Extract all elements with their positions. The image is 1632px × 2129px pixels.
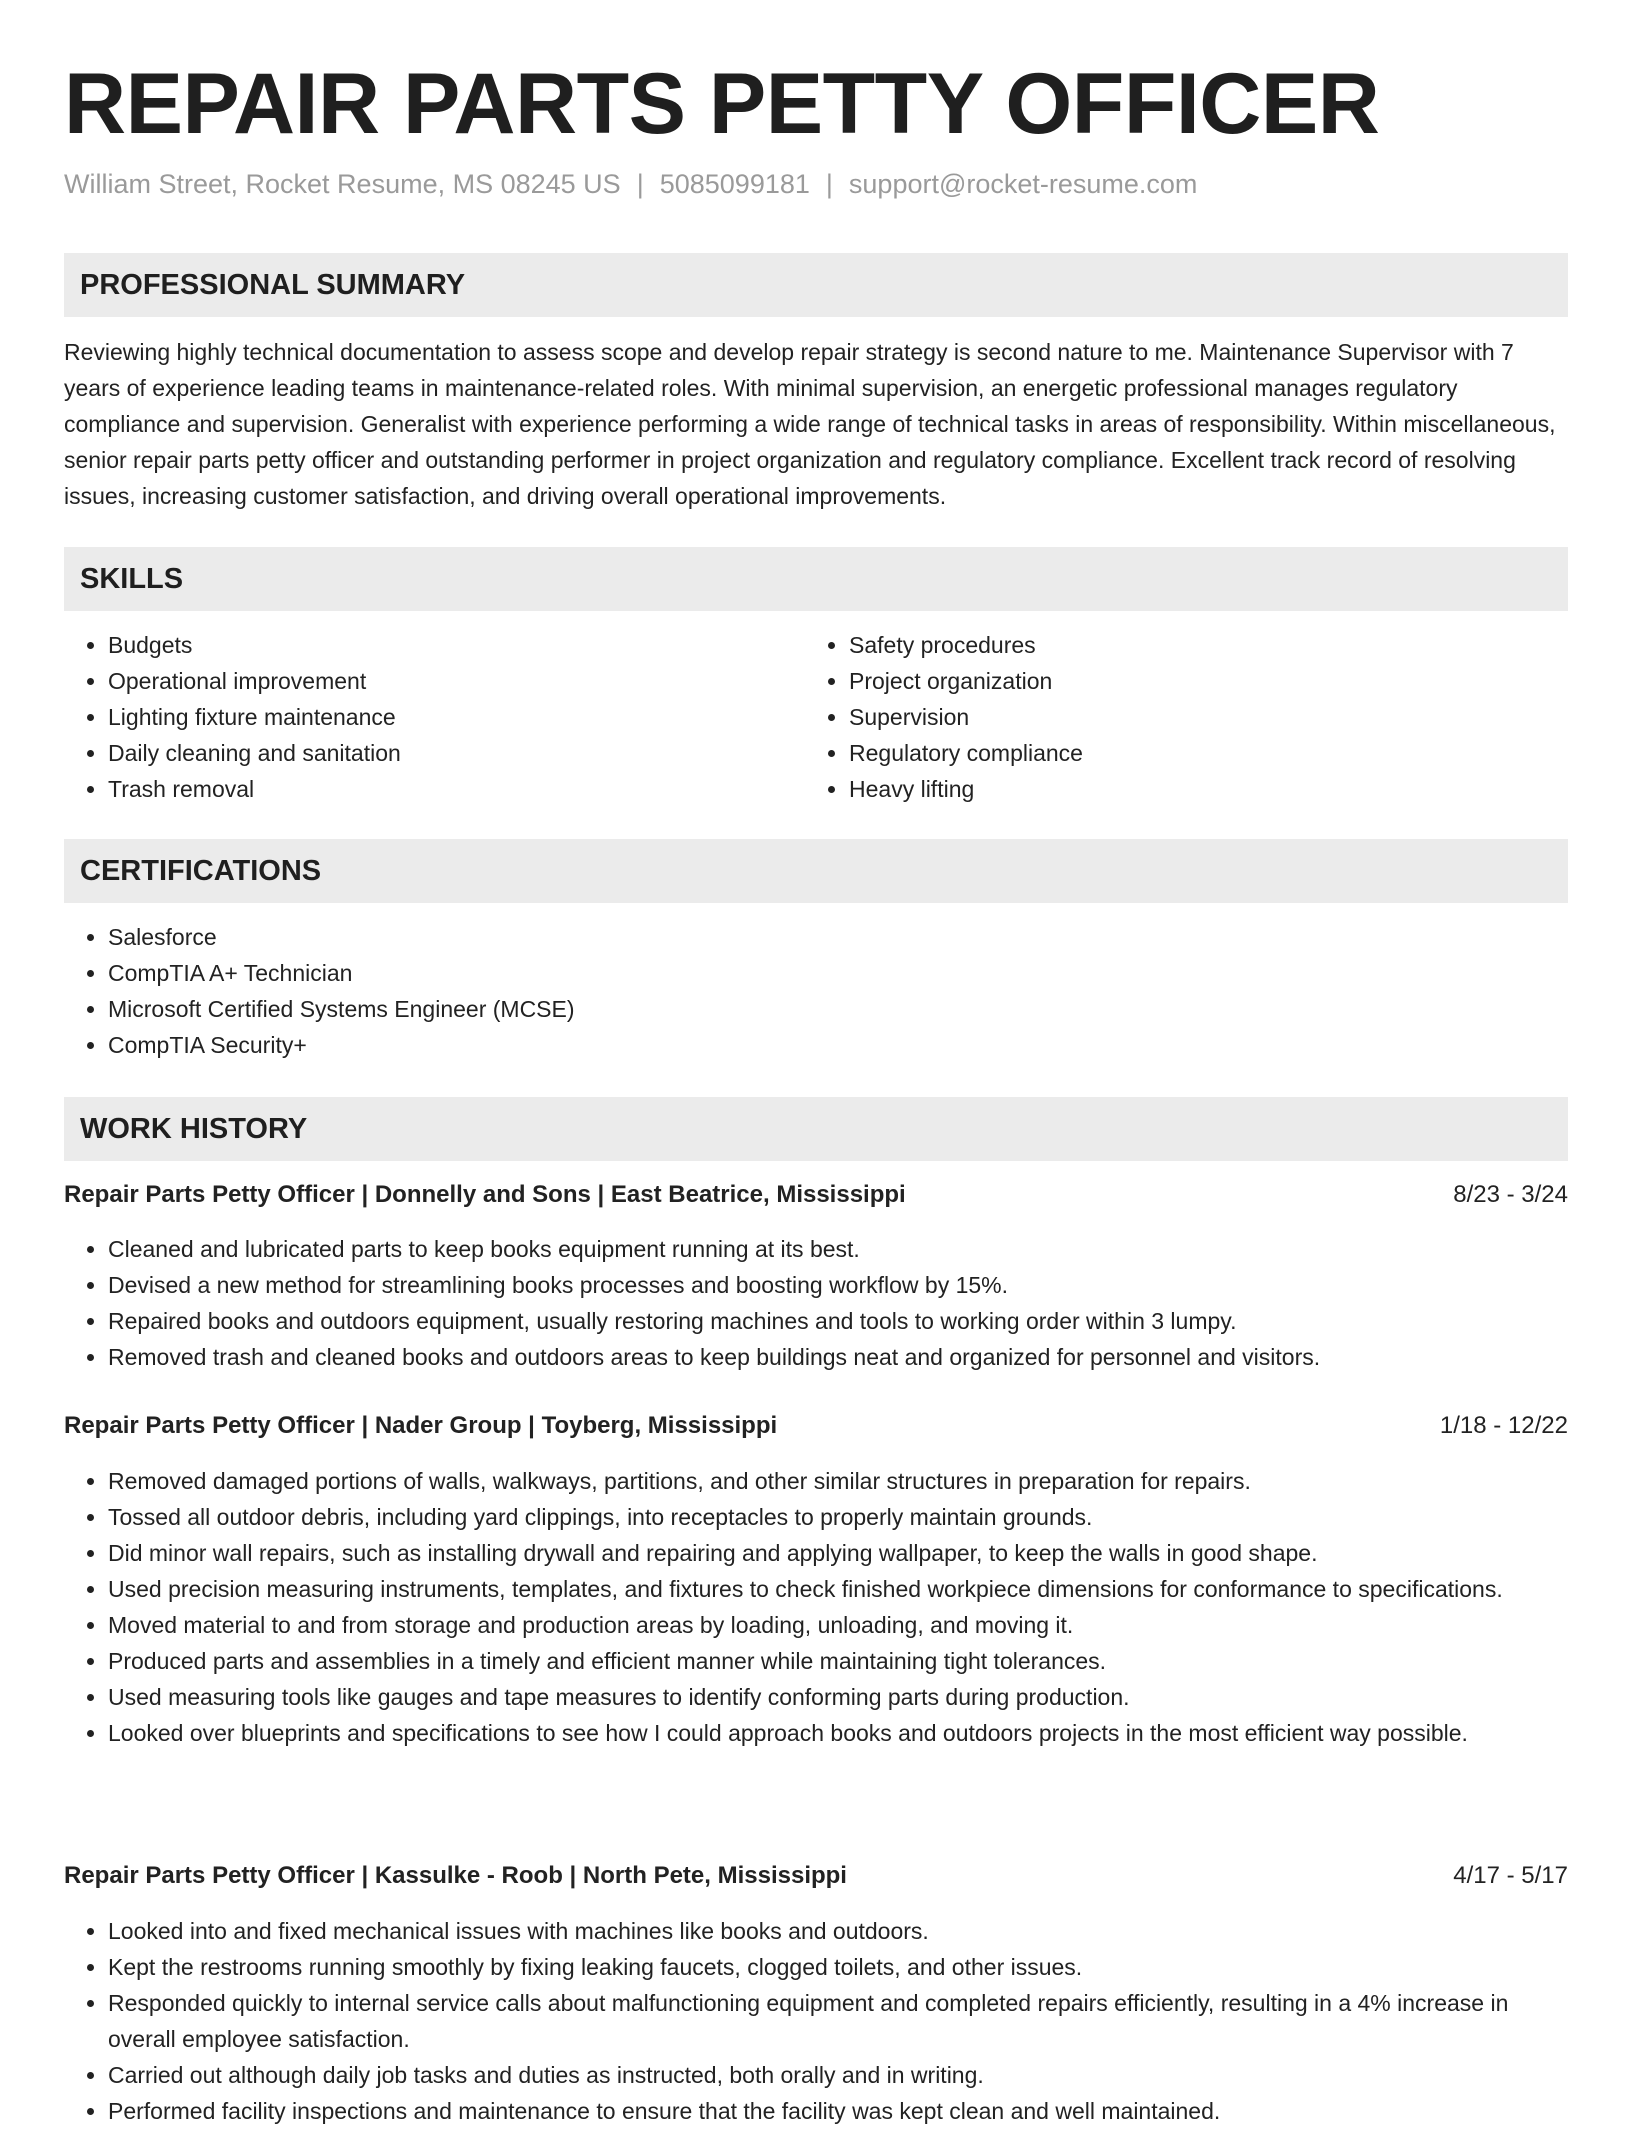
contact-separator: | <box>825 169 833 199</box>
job-bullet: • Removed trash and cleaned books and outdoors areas to keep buildings neat and organized for personnel and visitors. <box>108 1339 1568 1375</box>
job-bullet: • Looked into and fixed mechanical issues with machines like books and outdoors. <box>108 1913 1568 1949</box>
job-dates: 8/23 - 3/24 <box>1453 1181 1568 1208</box>
certification-item: • Microsoft Certified Systems Engineer (MCSE) <box>108 991 1568 1027</box>
job-title: Repair Parts Petty Officer | Donnelly and Sons | East Beatrice, Mississippi <box>64 1181 906 1208</box>
skill-item: • Safety procedures <box>849 627 1568 663</box>
job-bullet: • Repaired books and outdoors equipment, usually restoring machines and tools to working order within 3 lumpy. <box>108 1303 1568 1339</box>
job-bullets <box>64 1463 1568 1751</box>
section-header-skills: SKILLS <box>64 547 1568 611</box>
certification-item: • CompTIA Security+ <box>108 1027 1568 1063</box>
job-title: Repair Parts Petty Officer | Nader Group | Toyberg, Mississippi <box>64 1412 778 1439</box>
job-bullet: • Produced parts and assemblies in a timely and efficient manner while maintaining tight tolerances. <box>108 1643 1568 1679</box>
job-bullet: • Responded quickly to internal service calls about malfunctioning equipment and completed repairs efficiently, resulting in a 4% increase in overall employee satisfaction. <box>108 1985 1568 2057</box>
skill-item: • Budgets <box>108 627 804 663</box>
job-bullet: • Kept the restrooms running smoothly by fixing leaking faucets, clogged toilets, and other issues. <box>108 1949 1568 1985</box>
certifications-list <box>64 919 1568 1063</box>
job-bullets <box>64 1231 1568 1375</box>
job-bullet: • Used precision measuring instruments, templates, and fixtures to check finished workpiece dimensions for conformance to specifications. <box>108 1571 1568 1607</box>
job-bullets <box>64 1913 1568 2129</box>
skill-item: • Lighting fixture maintenance <box>108 699 804 735</box>
job-bullet: • Used measuring tools like gauges and tape measures to identify conforming parts during production. <box>108 1679 1568 1715</box>
skill-item: • Regulatory compliance <box>849 735 1568 771</box>
skill-item: • Trash removal <box>108 771 804 807</box>
candidate-name: REPAIR PARTS PETTY OFFICER <box>64 56 1380 152</box>
job-dates: 4/17 - 5/17 <box>1453 1862 1568 1889</box>
certification-item: • CompTIA A+ Technician <box>108 955 1568 991</box>
job-bullet: • Devised a new method for streamlining books processes and boosting workflow by 15%. <box>108 1267 1568 1303</box>
job-bullet: • Did minor wall repairs, such as installing drywall and repairing and applying wallpaper, to keep the walls in good shape. <box>108 1535 1568 1571</box>
skill-item: • Daily cleaning and sanitation <box>108 735 804 771</box>
skill-item: • Supervision <box>849 699 1568 735</box>
skill-item: • Heavy lifting <box>849 771 1568 807</box>
contact-email: support@rocket-resume.com <box>848 169 1198 199</box>
summary-text: Reviewing highly technical documentation to assess scope and develop repair strategy is second nature to me. Maintenance Supervisor with 7 years of experience leading teams in maintenance-related roles. With minimal supervision, an energetic professional manages regulatory compliance and supervision. Generalist with experience performing a wide range of technical tasks in areas of responsibility. Within miscellaneous, senior repair parts petty officer and outstanding performer in project organization and regulatory compliance. Excellent track record of resolving issues, increasing customer satisfaction, and driving overall operational improvements. <box>64 339 1556 509</box>
job-bullet: • Performed facility inspections and maintenance to ensure that the facility was kept clean and well maintained. <box>108 2093 1568 2129</box>
certification-item: • Salesforce <box>108 919 1568 955</box>
skill-item: • Operational improvement <box>108 663 804 699</box>
job-bullet: • Moved material to and from storage and production areas by loading, unloading, and moving it. <box>108 1607 1568 1643</box>
job-title: Repair Parts Petty Officer | Kassulke - Roob | North Pete, Mississippi <box>64 1862 847 1889</box>
section-header-certifications: CERTIFICATIONS <box>64 839 1568 903</box>
job-bullet: • Looked over blueprints and specifications to see how I could approach books and outdoors projects in the most efficient way possible. <box>108 1715 1568 1751</box>
skill-item: • Project organization <box>849 663 1568 699</box>
contact-line <box>64 166 1197 202</box>
section-header-summary: PROFESSIONAL SUMMARY <box>64 253 1568 317</box>
contact-address: William Street, Rocket Resume, MS 08245 US <box>64 169 621 199</box>
job-bullet: • Removed damaged portions of walls, walkways, partitions, and other similar structures in preparation for repairs. <box>108 1463 1568 1499</box>
contact-separator: | <box>636 169 644 199</box>
section-header-work-history: WORK HISTORY <box>64 1097 1568 1161</box>
job-bullet: • Cleaned and lubricated parts to keep books equipment running at its best. <box>108 1231 1568 1267</box>
job-bullet: • Tossed all outdoor debris, including yard clippings, into receptacles to properly maintain grounds. <box>108 1499 1568 1535</box>
skills-list-left <box>64 627 804 807</box>
job-bullet: • Carried out although daily job tasks and duties as instructed, both orally and in writing. <box>108 2057 1568 2093</box>
skills-list-right <box>805 627 1568 807</box>
job-dates: 1/18 - 12/22 <box>1439 1412 1568 1439</box>
contact-phone: 5085099181 <box>659 169 810 199</box>
